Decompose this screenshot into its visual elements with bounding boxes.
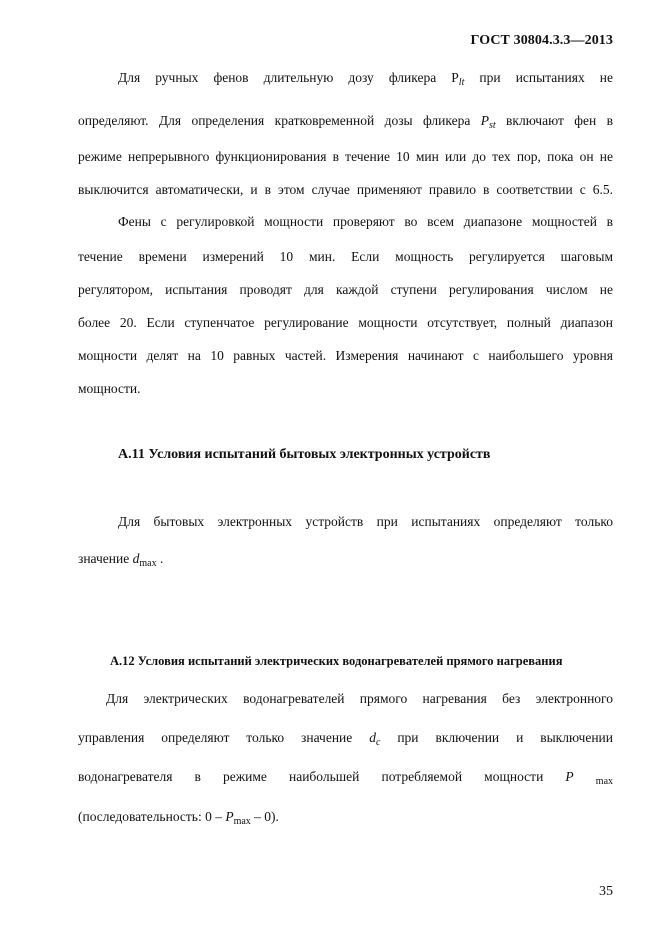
text-line: режиме непрерывного функционирования в течение 10 мин или до тех пор, пока он не <box>78 149 613 164</box>
text-line: управления определяют только значение $d_c$ при включении и выключении <box>78 730 613 748</box>
text-line: течение времени измерений 10 мин. Если мощность регулируется шаговым <box>78 249 613 264</box>
symbol: P <box>565 769 574 784</box>
text-line: Для ручных фенов длительную дозу фликера $P_{lt}$ при испытаниях не <box>118 70 613 88</box>
text-line: регулятором, испытания проводят для каждой ступени регулирования числом не <box>78 282 613 297</box>
symbol: P <box>451 70 459 85</box>
symbol-subscript: lt <box>458 77 465 88</box>
symbol: d <box>132 551 140 566</box>
symbol: P <box>480 113 489 128</box>
symbol: P <box>225 809 234 824</box>
text-line: Фены с регулировкой мощности проверяют во всем диапазоне мощностей в <box>118 214 613 229</box>
symbol-subscript: c <box>375 737 381 748</box>
text-line: Для бытовых электронных устройств при испытаниях определяют только <box>118 514 613 529</box>
text-line: более 20. Если ступенчатое регулирование мощности отсутствует, полный диапазон <box>78 315 613 330</box>
symbol-subscript: max <box>233 816 251 827</box>
text-line: мощности делят на 10 равных частей. Измерения начинают с наибольшего уровня <box>78 348 613 363</box>
page-number: 35 <box>599 884 613 899</box>
symbol: d <box>369 730 376 745</box>
text-line: Для электрических водонагревателей прямого нагревания без электронного <box>106 691 613 706</box>
text-line: выключится автоматически, и в этом случае применяют правило в соответствии с 6.5. <box>78 182 613 197</box>
text-line: водонагревателя в режиме наибольшей потребляемой мощности P $_{max}$ <box>78 769 614 787</box>
text-line: значение $d_{max}$ . <box>78 551 164 569</box>
text-line: (последовательность: $0 - P_{max} - 0$). <box>78 809 279 827</box>
text-line: определяют. Для определения кратковременной дозы фликера $P_{st}$ включают фен в <box>78 113 614 131</box>
section-heading-a12: А.12 Условия испытаний электрических водонагревателей прямого нагревания <box>110 654 563 668</box>
document-header: ГОСТ 30804.3.3—2013 <box>470 33 613 48</box>
symbol-subscript: st <box>488 120 496 131</box>
symbol-subscript: max <box>595 776 614 787</box>
symbol-subscript: max <box>139 558 157 569</box>
text-line: мощности. <box>78 381 141 396</box>
section-heading-a11: А.11 Условия испытаний бытовых электронных устройств <box>118 447 491 462</box>
